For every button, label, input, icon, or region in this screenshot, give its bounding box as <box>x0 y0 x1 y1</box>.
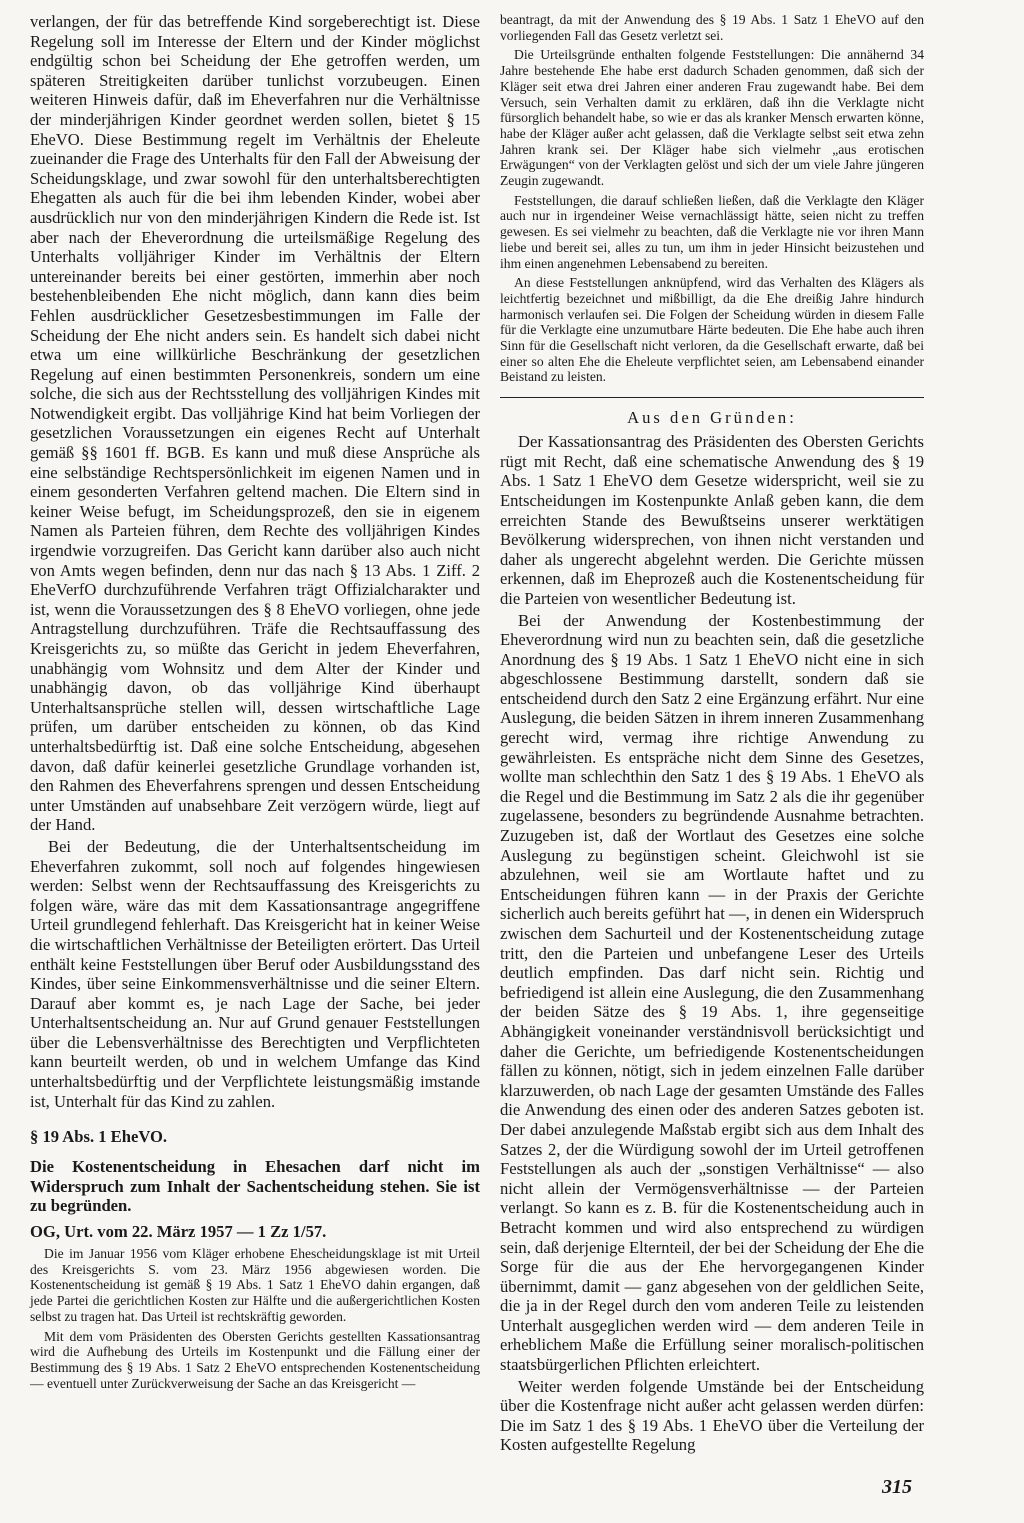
body-paragraph: Weiter werden folgende Umstände bei der Entscheidung über die Kostenfrage nicht außer acht gelassen werden dürfen: Die im Satz 1 des § 19 Abs. 1 EheVO über die Verteilung der Kosten aufgestellte Regelung <box>500 1376 924 1455</box>
body-paragraph: Der Kassationsantrag des Präsidenten des Obersten Gerichts rügt mit Recht, daß eine schematische Anwendung des § 19 Abs. 1 Satz 1 EheVO dem Gesetze widerspricht, weil sie zu Entscheidungen im Kostenpunkte Anlaß geben kann, die dem erreichten Stande des Bewußtseins unserer werktätigen Bevölkerung widersprechen, von ihnen nicht verstanden und daher als ungerecht abgelehnt werden. Die Gerichte müssen erkennen, daß im Eheprozeß auch die Kostenentscheidung für die Parteien von wesentlicher Bedeutung ist. <box>500 432 924 608</box>
page-number: 315 <box>882 1476 912 1498</box>
left-column <box>30 12 480 1395</box>
facts-text-left <box>30 1246 480 1391</box>
body-paragraph: Bei der Anwendung der Kostenbestimmung der Eheverordnung wird nun zu beachten sein, daß die gesetzliche Anordnung des § 19 Abs. 1 Satz 1 EheVO nicht eine in sich abgeschlossene Bestimmung darstellt, sondern daß sie entscheidend durch den Satz 2 eine Ergänzung erfährt. Nur eine Auslegung, die beiden Sätzen in ihrem inneren Zusammenhang gerecht wird, vermag ihre richtige Anwendung zu gewährleisten. Es entspräche nicht dem Sinne des Gesetzes, wollte man schlechthin den Satz 1 des § 19 Abs. 1 EheVO als die Regel und die Bestimmung im Satz 2 als die ihr gegenüber zugelassene, besonders zu begründende Ausnahme betrachten. Zuzugeben ist, daß der Wortlaut des Gesetzes eine solche Auslegung zu begünstigen scheint. Gleichwohl ist sie abzulehnen, weil sie am Wortlaute haftet und zu Entscheidungen führen kann — in der Praxis der Gerichte sicherlich auch bereits geführt hat —, in denen ein Widerspruch zwischen dem Sachurteil und der Kostenentscheidung zutage tritt, den die Parteien und unbefangene Leser des Urteils deutlich empfinden. Das darf nicht sein. Richtig und befriedigend ist allein eine Auslegung, die den Zusammenhang der beiden Sätze des § 19 Abs. 1, ihre gegenseitige Abhängigkeit voneinander verständnisvoll berücksichtigt und daher die Gerichte, um befriedigende Kostenentscheidungen fällen zu können, nötigt, sich in jedem einzelnen Falle darüber klarzuwerden, ob nach Lage der gesamten Umstände des Falles die Anwendung des einen oder des anderen Satzes geboten ist. Der dabei anzulegende Maßstab ergibt sich aus dem Inhalt des Satzes 2, der die Würdigung sowohl der im Urteil getroffenen Feststellungen als auch der „sonstigen Verhältnisse“ — also nicht allein der Vermögensverhältnisse — der Parteien verlangt. So kann es z. B. für die Kostenentscheidung auch in Betracht kommen und wird also entsprechend zu würdigen sein, daß derjenige Elternteil, der bei der Scheidung der Ehe die Sorge für die aus der Ehe hervorgegangenen Kinder übernimmt, damit — ganz abgesehen von der geldlichen Seite, die ja in der Regel durch den vom anderen Teile zu leistenden Unterhalt ausgeglichen werden wird — dem anderen Teile in erheblichem Maße die Erfüllung seiner moralisch-politischen staatsbürgerlichen Pflichten erleichtert. <box>500 610 924 1375</box>
facts-paragraph: Mit dem vom Präsidenten des Obersten Gerichts gestellten Kassationsantrag wird die Aufhebung des Urteils im Kostenpunkt und die Fällung einer der Bestimmung des § 19 Abs. 1 Satz 2 EheVO entsprechenden Kostenentscheidung — eventuell unter Zurückverweisung der Sache an das Kreisgericht — <box>30 1328 480 1391</box>
case-citation: OG, Urt. vom 22. März 1957 — 1 Zz 1/57. <box>30 1222 327 1242</box>
section-divider <box>500 397 924 398</box>
grounds-heading: Aus den Gründen: <box>627 408 797 428</box>
right-column <box>500 12 924 1455</box>
facts-paragraph: Die Urteilsgründe enthalten folgende Feststellungen: Die annähernd 34 Jahre bestehende Ehe habe erst dadurch Schaden genommen, daß sich der Kläger seit etwa drei Jahren einer anderen Frau zugewandt habe. Bei dem Versuch, sein Verhalten damit zu erklären, daß ihn die Verklagte nicht fürsorglich behandelt habe, so wie er das als kranker Mensch erwarten könne, habe der Kläger außer acht gelassen, daß die Verklagte selbst seit etwa zehn Jahren krank sei. Der Kläger habe sich vielmehr „aus erotischen Erwägungen“ von der Verklagten gelöst und sich der um viele Jahre jüngeren Zeugin zugewandt. <box>500 47 924 189</box>
facts-paragraph: Die im Januar 1956 vom Kläger erhobene Ehescheidungsklage ist mit Urteil des Kreisgerichts S. vom 23. März 1956 abgewiesen worden. Die Kostenentscheidung ist gemäß § 19 Abs. 1 Satz 1 EheVO dahin ergangen, daß jede Partei die gerichtlichen Kosten zur Hälfte und die außergerichtlichen Kosten selbst zu tragen hat. Das Urteil ist rechtskräftig geworden. <box>30 1246 480 1324</box>
facts-text-right <box>500 12 924 385</box>
left-body-text <box>30 12 480 1111</box>
section-heading: § 19 Abs. 1 EheVO. <box>30 1127 168 1147</box>
body-paragraph: Bei der Bedeutung, die der Unterhaltsentscheidung im Eheverfahren zukommt, soll noch auf folgendes hingewiesen werden: Selbst wenn der Rechtsauffassung des Kreisgerichts zu folgen wäre, wäre das mit dem Kassationsantrage angegriffene Urteil grundlegend fehlerhaft. Das Kreisgericht hat in keiner Weise die wirtschaftlichen Verhältnisse der Beteiligten erörtert. Das Urteil enthält keine Feststellungen über Beruf oder Ausbildungsstand des Kindes, über seine Einkommensverhältnisse und die seiner Eltern. Darauf aber kommt es, je nach Lage der Sache, bei jeder Unterhaltsentscheidung an. Nur auf Grund genauer Feststellungen über die Lebensverhältnisse des Berechtigten und Verpflichteten kann beurteilt werden, ob und in welchem Umfange das Kind unterhaltsbedürftig und der Verpflichtete leistungsmäßig imstande ist, Unterhalt für das Kind zu zahlen. <box>30 836 480 1111</box>
right-body-text <box>500 432 924 1455</box>
headnote: Die Kostenentscheidung in Ehesachen darf nicht im Widerspruch zum Inhalt der Sachentscheidung stehen. Sie ist zu begründen. <box>30 1157 480 1216</box>
facts-paragraph: An diese Feststellungen anknüpfend, wird das Verhalten des Klägers als leichtfertig bezeichnet und mißbilligt, da die Ehe dreißig Jahre hindurch harmonisch verlaufen sei. Die Folgen der Scheidung würden in diesem Falle für die Verklagte eine unzumutbare Härte bedeuten. Die Ehe habe auch ihren Sinn für die Gesellschaft nicht verloren, da die Gesellschaft erwarte, daß bei einer so alten Ehe die Eheleute verpflichtet seien, am Lebensabend einander Beistand zu leisten. <box>500 275 924 385</box>
facts-paragraph: beantragt, da mit der Anwendung des § 19 Abs. 1 Satz 1 EheVO auf den vorliegenden Fall das Gesetz verletzt sei. <box>500 12 924 43</box>
facts-paragraph: Feststellungen, die darauf schließen ließen, daß die Verklagte den Kläger auch nur in irgendeiner Weise vernachlässigt hätte, seien nicht zu treffen gewesen. Es sei vielmehr zu beachten, daß die Verklagte nie vor ihren Mann liebe und bereit sei, alles zu tun, um ihm in jeder Hinsicht beizustehen und ihm einen angenehmen Lebensabend zu bereiten. <box>500 192 924 271</box>
body-paragraph: verlangen, der für das betreffende Kind sorgeberechtigt ist. Diese Regelung soll im Interesse der Eltern und der Kinder möglichst endgültig schon bei Scheidung der Ehe getroffen werden, um späteren Streitigkeiten darüber tunlichst vorzubeugen. Einen weiteren Hinweis dafür, daß im Eheverfahren nur die Verhältnisse der minderjährigen Kinder geordnet werden sollen, bietet § 15 EheVO. Diese Bestimmung regelt im Verhältnis der Eheleute zueinander die Frage des Unterhalts für den Fall der Abweisung der Scheidungsklage, und zwar sowohl für den unterhaltsberechtigten Ehegatten als auch für die bei ihm lebenden Kinder, wobei aber ausdrücklich nur von den minderjährigen Kindern die Rede ist. Ist aber nach der Eheverordnung die urteilsmäßige Regelung des Unterhalts volljähriger Kinder im Verhältnis der Eltern untereinander bereits bei einer gestörten, immerhin aber noch bestehenbleibenden Ehe nicht möglich, dann kann dies beim Fehlen ausdrücklicher Gesetzesbestimmungen im Falle der Scheidung der Ehe nicht anders sein. Es handelt sich dabei nicht etwa um eine willkürliche Beschränkung der gesetzlichen Regelung auf einen bestimmten Personenkreis, sondern um eine solche, die sich aus der Rechtsstellung des volljährigen Kindes mit Notwendigkeit ergibt. Das volljährige Kind hat beim Vorliegen der gesetzlichen Voraussetzungen ein eigenes Recht auf Unterhalt gemäß §§ 1601 ff. BGB. Es kann und muß diese Ansprüche als eine selbständige Rechtspersönlichkeit im eigenen Namen und in einem gesonderten Verfahren geltend machen. Die Eltern sind in keiner Weise befugt, im Scheidungsprozeß, den sie in eigenem Namen als Parteien führen, dem Rechte des volljährigen Kindes irgendwie vorzugreifen. Das Gericht kann darüber also auch nicht von Amts wegen befinden, denn nur das nach § 13 Abs. 1 Ziff. 2 EheVerfO durchzuführende Verfahren trägt Offizialcharakter und ist, wenn die Voraussetzungen des § 8 EheVO vorliegen, ohne jede Antragstellung durchzuführen. Träfe die Rechtsauffassung des Kreisgerichts zu, so müßte das Gericht in jedem Eheverfahren, unabhängig vom Wohnsitz und dem Alter der Kinder und unabhängig davon, ob das volljährige Kind überhaupt Unterhaltsansprüche stellen will, dessen wirtschaftliche Lage prüfen, um darüber entscheiden zu können, ob das Kind unterhaltsbedürftig ist. Daß eine solche Entscheidung, abgesehen davon, daß dafür keinerlei gesetzliche Grundlage vorhanden ist, den Rahmen des Eheverfahrens sprengen und dessen Entscheidung unter Umständen auf unabsehbare Zeit verzögern würde, liegt auf der Hand. <box>30 12 480 835</box>
